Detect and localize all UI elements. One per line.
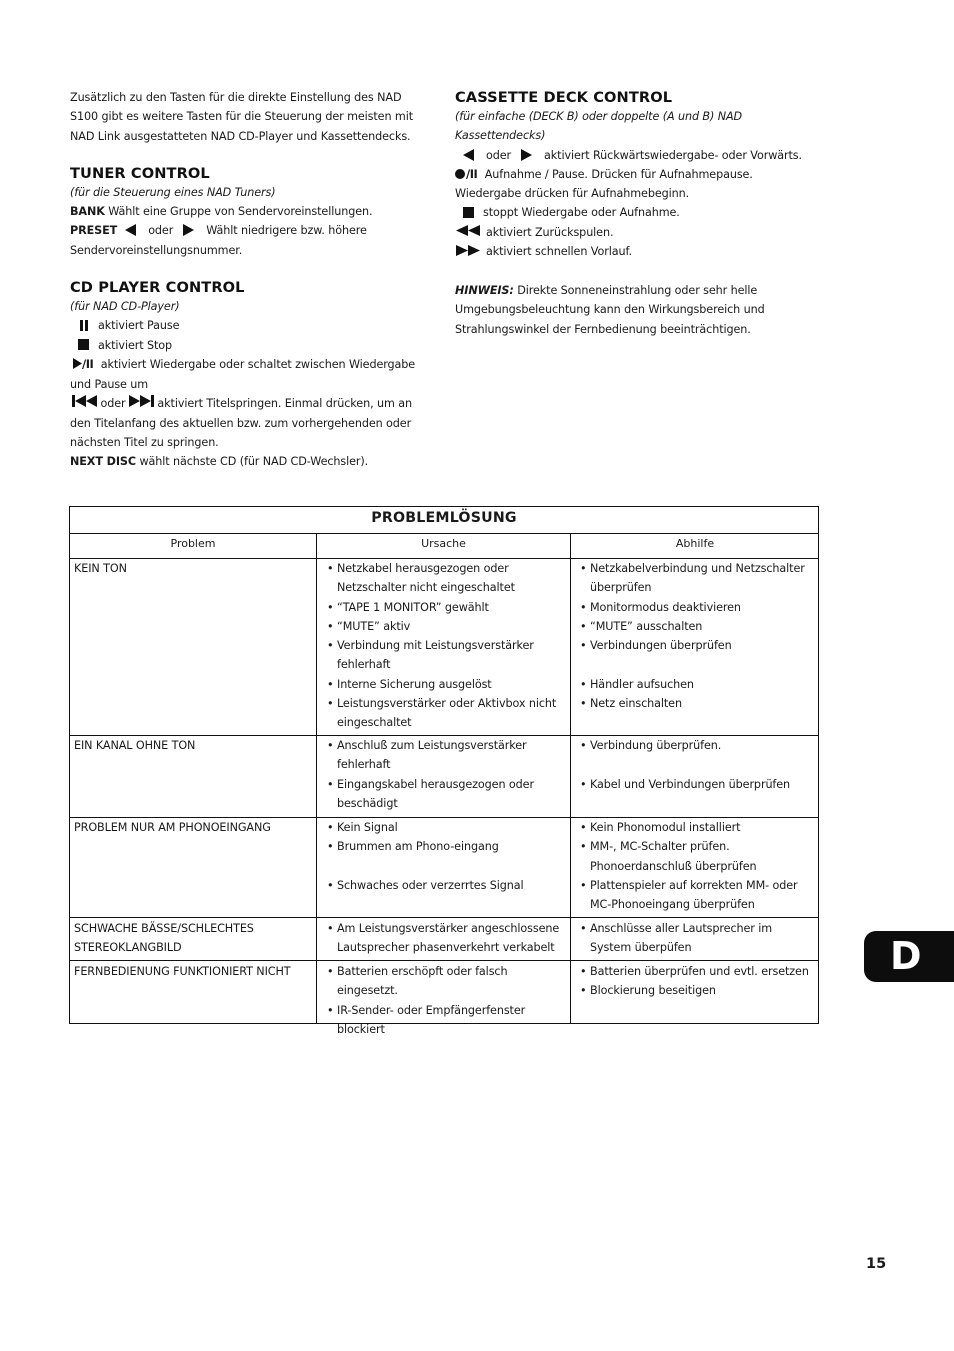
rewind-icon xyxy=(456,223,480,242)
list-item: • Netzkabelverbindung und Netzschalter überprüfen xyxy=(570,559,816,598)
list-spacer xyxy=(317,857,567,876)
cassette-ff-text: aktiviert schnellen Vorlauf. xyxy=(486,245,632,259)
language-tab-letter: D xyxy=(890,934,922,978)
list-item: • Verbindung mit Leistungsverstärker fehlerhaft xyxy=(317,636,567,675)
problem-cell: KEIN TON xyxy=(74,562,127,575)
cassette-heading: CASSETTE DECK CONTROL xyxy=(455,89,673,106)
right-arrow-icon xyxy=(183,224,194,236)
problem-cell: FERNBEDIENUNG FUNKTIONIERT NICHT xyxy=(74,965,291,978)
bank-text: Wählt eine Gruppe von Sendervoreinstellungen. xyxy=(104,205,373,219)
cassette-record-line xyxy=(455,165,820,204)
remedy-list xyxy=(570,962,816,1001)
cd-heading: CD PLAYER CONTROL xyxy=(70,279,245,297)
cd-pause-line xyxy=(70,316,426,335)
problem-cell: SCHWACHE BÄSSE/SCHLECHTES STEREOKLANGBILD xyxy=(74,922,254,955)
cause-list xyxy=(317,962,567,1039)
list-spacer xyxy=(570,755,816,774)
cd-stop-line xyxy=(70,336,426,355)
cd-stop-text: aktiviert Stop xyxy=(98,338,173,352)
cassette-record-text: Aufnahme / Pause. Drücken für Aufnahmepause. Wiedergabe drücken für Aufnahmebeginn. xyxy=(455,167,753,201)
cassette-stop-icon xyxy=(463,207,474,218)
list-item: • Netzkabel herausgezogen oder Netzschalter nicht eingeschaltet xyxy=(317,559,567,598)
remedy-list xyxy=(570,818,816,914)
bank-label: BANK xyxy=(70,205,105,219)
list-item: • MM-, MC-Schalter prüfen. Phonoerdanschluß überprüfen xyxy=(570,837,816,876)
preset-label: PRESET xyxy=(70,224,118,238)
left-arrow-icon xyxy=(125,224,136,236)
list-item: • Blockierung beseitigen xyxy=(570,981,816,1000)
cassette-subtitle: (für einfache (DECK B) oder doppelte (A und B) NAD Kassettendecks) xyxy=(455,110,743,143)
list-item: • Batterien überprüfen und evtl. ersetzen xyxy=(570,962,816,981)
note-paragraph xyxy=(455,281,820,339)
problem-cell: EIN KANAL OHNE TON xyxy=(74,739,196,752)
record-glyph: /II xyxy=(466,166,478,181)
note-label: HINWEIS: xyxy=(455,284,514,298)
list-item: • Interne Sicherung ausgelöst xyxy=(317,675,567,694)
cassette-rewind-line xyxy=(455,223,820,243)
list-item: • Brummen am Phono-eingang xyxy=(317,837,567,856)
nextdisc-text: wählt nächste CD (für NAD CD-Wechsler). xyxy=(135,455,369,469)
list-item: • Händler aufsuchen xyxy=(570,675,816,694)
nextdisc-label: NEXT DISC xyxy=(70,455,136,469)
skip-back-icon xyxy=(72,394,97,413)
cassette-ff-line xyxy=(455,242,820,262)
note-text: Direkte Sonneneinstrahlung oder sehr helle Umgebungsbeleuchtung kann den Wirkungsbereich und Strahlungswinkel der Fernbedienung beeinträchtigen. xyxy=(455,284,765,336)
fast-forward-icon xyxy=(456,243,480,262)
list-item: • Verbindung überprüfen. xyxy=(570,736,816,755)
list-item: • Am Leistungsverstärker angeschlossene Lautsprecher phasenverkehrt verkabelt xyxy=(317,919,567,958)
cassette-stop-line xyxy=(455,203,820,222)
list-item: • Kabel und Verbindungen überprüfen xyxy=(570,775,816,794)
list-item: • Batterien erschöpft oder falsch eingesetzt. xyxy=(317,962,567,1001)
list-item: • Anschlüsse aller Lautsprecher im System überpüfen xyxy=(570,919,816,958)
cause-list xyxy=(317,736,567,813)
list-item: • Anschluß zum Leistungsverstärker fehlerhaft xyxy=(317,736,567,775)
record-icon xyxy=(455,169,465,179)
list-item: • Kein Phonomodul installiert xyxy=(570,818,816,837)
cassette-stop-text: stoppt Wiedergabe oder Aufnahme. xyxy=(483,206,680,220)
cd-section xyxy=(70,278,426,471)
play-pause-icon xyxy=(73,355,82,374)
cd-skip-line xyxy=(70,394,426,452)
cassette-rewind-text: aktiviert Zurückspulen. xyxy=(486,225,614,239)
cd-subtitle: (für NAD CD-Player) xyxy=(70,300,180,314)
troubleshooting-table xyxy=(69,506,819,1036)
cassette-section xyxy=(455,88,820,262)
cause-list xyxy=(317,818,567,895)
list-item: • Plattenspieler auf korrekten MM- oder MC-Phonoeingang überprüfen xyxy=(570,876,816,915)
list-item: • “MUTE” aktiv xyxy=(317,617,567,636)
reverse-play-icon xyxy=(463,149,474,161)
list-item: • “MUTE” ausschalten xyxy=(570,617,816,636)
list-item: • Verbindungen überprüfen xyxy=(570,636,816,655)
language-tab xyxy=(864,931,954,982)
preset-or: oder xyxy=(148,224,174,238)
remedy-list xyxy=(570,919,816,958)
column-header-cause: Ursache xyxy=(421,537,466,550)
cassette-play-or: oder xyxy=(486,148,512,162)
cassette-play-line xyxy=(455,146,820,165)
list-item: • “TAPE 1 MONITOR” gewählt xyxy=(317,598,567,617)
pause-icon xyxy=(79,320,89,331)
tuner-subtitle: (für die Steuerung eines NAD Tuners) xyxy=(70,185,276,199)
left-column xyxy=(70,88,426,471)
list-item: • Kein Signal xyxy=(317,818,567,837)
page-number: 15 xyxy=(866,1256,887,1272)
list-item: • Schwaches oder verzerrtes Signal xyxy=(317,876,567,895)
forward-play-icon xyxy=(521,149,532,161)
cd-playpause-text: aktiviert Wiedergabe oder schaltet zwischen Wiedergabe und Pause um xyxy=(70,357,416,391)
intro-paragraph: Zusätzlich zu den Tasten für die direkte Einstellung des NAD S100 gibt es weitere Tasten für die Steuerung der meisten mit NAD Link ausgestatteten NAD CD-Player und Kassettendecks. xyxy=(70,91,413,143)
cause-list xyxy=(317,919,567,958)
table-title: PROBLEMLÖSUNG xyxy=(371,510,517,526)
preset-text: Wählt niedrigere bzw. höhere Sendervoreinstellungsnummer. xyxy=(70,224,367,257)
tuner-preset-line xyxy=(70,221,426,260)
column-header-remedy: Abhilfe xyxy=(675,537,715,550)
right-column xyxy=(455,88,820,339)
cd-pause-text: aktiviert Pause xyxy=(98,319,180,333)
skip-forward-icon xyxy=(129,394,154,413)
cd-playpause-line xyxy=(70,355,426,394)
table-divider xyxy=(70,917,818,918)
table-divider xyxy=(70,960,818,961)
tuner-heading: TUNER CONTROL xyxy=(70,164,210,182)
list-spacer xyxy=(570,655,816,674)
list-item: • Monitormodus deaktivieren xyxy=(570,598,816,617)
list-item: • Leistungsverstärker oder Aktivbox nicht eingeschaltet xyxy=(317,694,567,733)
list-item: • Eingangskabel herausgezogen oder beschädigt xyxy=(317,775,567,814)
stop-icon xyxy=(78,339,89,350)
cassette-play-text: aktiviert Rückwärtswiedergabe- oder Vorwärts. xyxy=(544,148,802,162)
skip-or: oder xyxy=(97,396,129,410)
cd-skip-text: aktiviert Titelspringen. Einmal drücken, um an den Titelanfang des aktuellen bzw. zum vorhergehenden oder nächsten Titel zu springen. xyxy=(70,396,412,449)
column-header-problem: Problem xyxy=(170,537,216,550)
cd-nextdisc-line xyxy=(70,452,426,471)
remedy-list xyxy=(570,736,816,794)
list-item: • Netz einschalten xyxy=(570,694,816,713)
list-item: • IR-Sender- oder Empfängerfenster blockiert xyxy=(317,1001,567,1040)
tuner-bank-line xyxy=(70,202,426,221)
remedy-list xyxy=(570,559,816,713)
play-pause-glyph: /II xyxy=(82,356,94,371)
tuner-section xyxy=(70,164,426,260)
problem-cell: PROBLEM NUR AM PHONOEINGANG xyxy=(74,821,271,834)
cause-list xyxy=(317,559,567,733)
